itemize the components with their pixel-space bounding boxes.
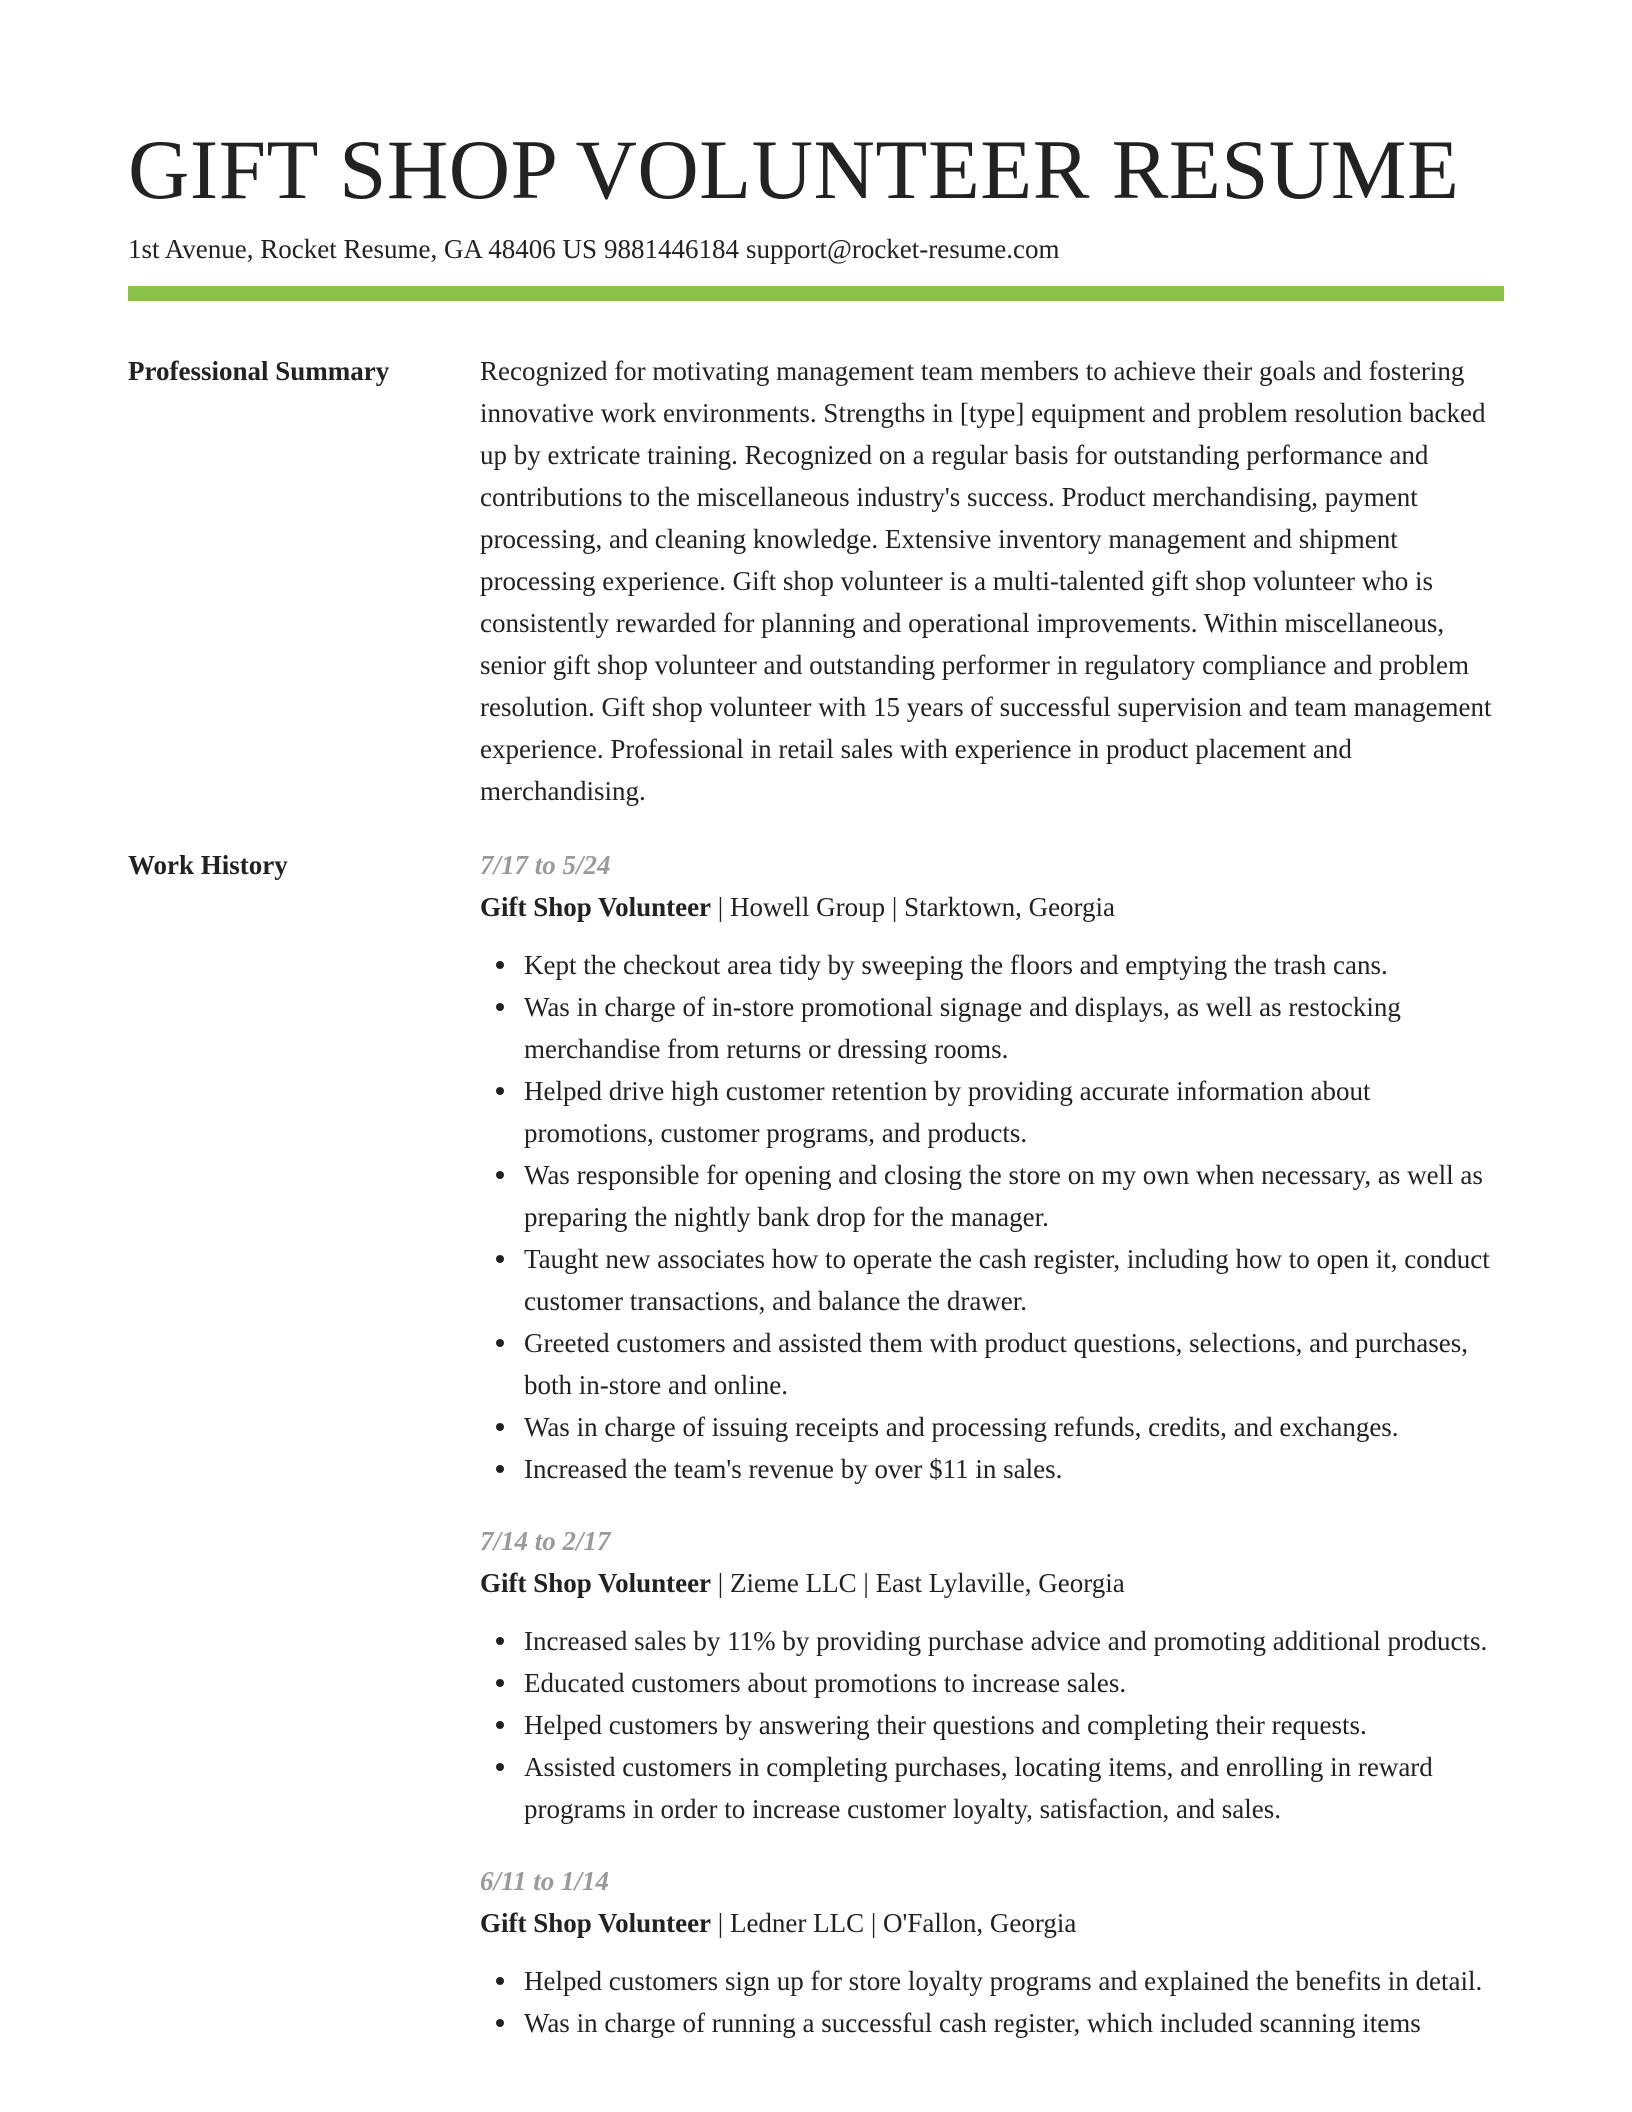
- job-bullet: Taught new associates how to operate the cash register, including how to open it, conduct customer transactions, and balance the drawer.: [524, 1238, 1504, 1322]
- job-bullet: Was in charge of issuing receipts and processing refunds, credits, and exchanges.: [524, 1406, 1504, 1448]
- summary-text: Recognized for motivating management team members to achieve their goals and fostering innovative work environments. Strengths in [type] equipment and problem resolution backed up by extricate training. Recognized on a regular basis for outstanding performance and contributions to the miscellaneous industry's success. Product merchandising, payment processing, and cleaning knowledge. Extensive inventory management and shipment processing experience. Gift shop volunteer is a multi-talented gift shop volunteer who is consistently rewarded for planning and operational improvements. Within miscellaneous, senior gift shop volunteer and outstanding performer in regulatory compliance and problem resolution. Gift shop volunteer with 15 years of successful supervision and team management experience. Professional in retail sales with experience in product placement and merchandising.: [480, 356, 1492, 806]
- job-entry: [480, 1520, 1504, 1830]
- contact-phone: 9881446184: [603, 234, 739, 264]
- job-bullet: Helped drive high customer retention by providing accurate information about promotions, customer programs, and products.: [524, 1070, 1504, 1154]
- job-heading: [480, 1902, 1504, 1944]
- job-dates: 7/17 to 5/24: [480, 850, 611, 880]
- work-history-heading: Work History: [128, 850, 288, 880]
- summary-heading: Professional Summary: [128, 356, 390, 386]
- job-heading: [480, 886, 1504, 928]
- job-title: Gift Shop Volunteer: [480, 1908, 712, 1938]
- job-entry: [480, 1860, 1504, 2044]
- job-bullet-list: [480, 1620, 1504, 1830]
- header-divider: [128, 286, 1504, 301]
- job-bullet: Was in charge of in-store promotional signage and displays, as well as restocking merchandise from returns or dressing rooms.: [524, 986, 1504, 1070]
- job-dates: 6/11 to 1/14: [480, 1866, 610, 1896]
- job-entry: [480, 844, 1504, 1490]
- job-title: Gift Shop Volunteer: [480, 1568, 712, 1598]
- job-company-location: | Ledner LLC | O'Fallon, Georgia: [711, 1908, 1077, 1938]
- job-dates: 7/14 to 2/17: [480, 1526, 611, 1556]
- job-bullet: Helped customers by answering their questions and completing their requests.: [524, 1704, 1504, 1746]
- job-bullet: Increased sales by 11% by providing purchase advice and promoting additional products.: [524, 1620, 1504, 1662]
- contact-line: [128, 231, 1060, 267]
- job-bullet: Was responsible for opening and closing the store on my own when necessary, as well as preparing the nightly bank drop for the manager.: [524, 1154, 1504, 1238]
- job-title: Gift Shop Volunteer: [480, 892, 712, 922]
- job-bullet: Helped customers sign up for store loyalty programs and explained the benefits in detail.: [524, 1960, 1504, 2002]
- job-company-location: | Howell Group | Starktown, Georgia: [711, 892, 1116, 922]
- job-company-location: | Zieme LLC | East Lylaville, Georgia: [711, 1568, 1125, 1598]
- work-history-body: [480, 844, 1504, 2074]
- job-bullet: Educated customers about promotions to increase sales.: [524, 1662, 1504, 1704]
- resume-title: GIFT SHOP VOLUNTEER RESUME: [128, 123, 1460, 217]
- job-bullet-list: [480, 1960, 1504, 2044]
- summary-body: [480, 350, 1504, 812]
- contact-address: 1st Avenue, Rocket Resume, GA 48406 US: [128, 234, 597, 264]
- job-bullet: Greeted customers and assisted them with product questions, selections, and purchases, both in-store and online.: [524, 1322, 1504, 1406]
- job-bullet: Kept the checkout area tidy by sweeping the floors and emptying the trash cans.: [524, 944, 1504, 986]
- job-bullet: Was in charge of running a successful cash register, which included scanning items: [524, 2002, 1504, 2044]
- job-heading: [480, 1562, 1504, 1604]
- job-bullet: Increased the team's revenue by over $11 in sales.: [524, 1448, 1504, 1490]
- job-bullet: Assisted customers in completing purchases, locating items, and enrolling in reward programs in order to increase customer loyalty, satisfaction, and sales.: [524, 1746, 1504, 1830]
- contact-email: support@rocket-resume.com: [745, 234, 1060, 264]
- job-bullet-list: [480, 944, 1504, 1490]
